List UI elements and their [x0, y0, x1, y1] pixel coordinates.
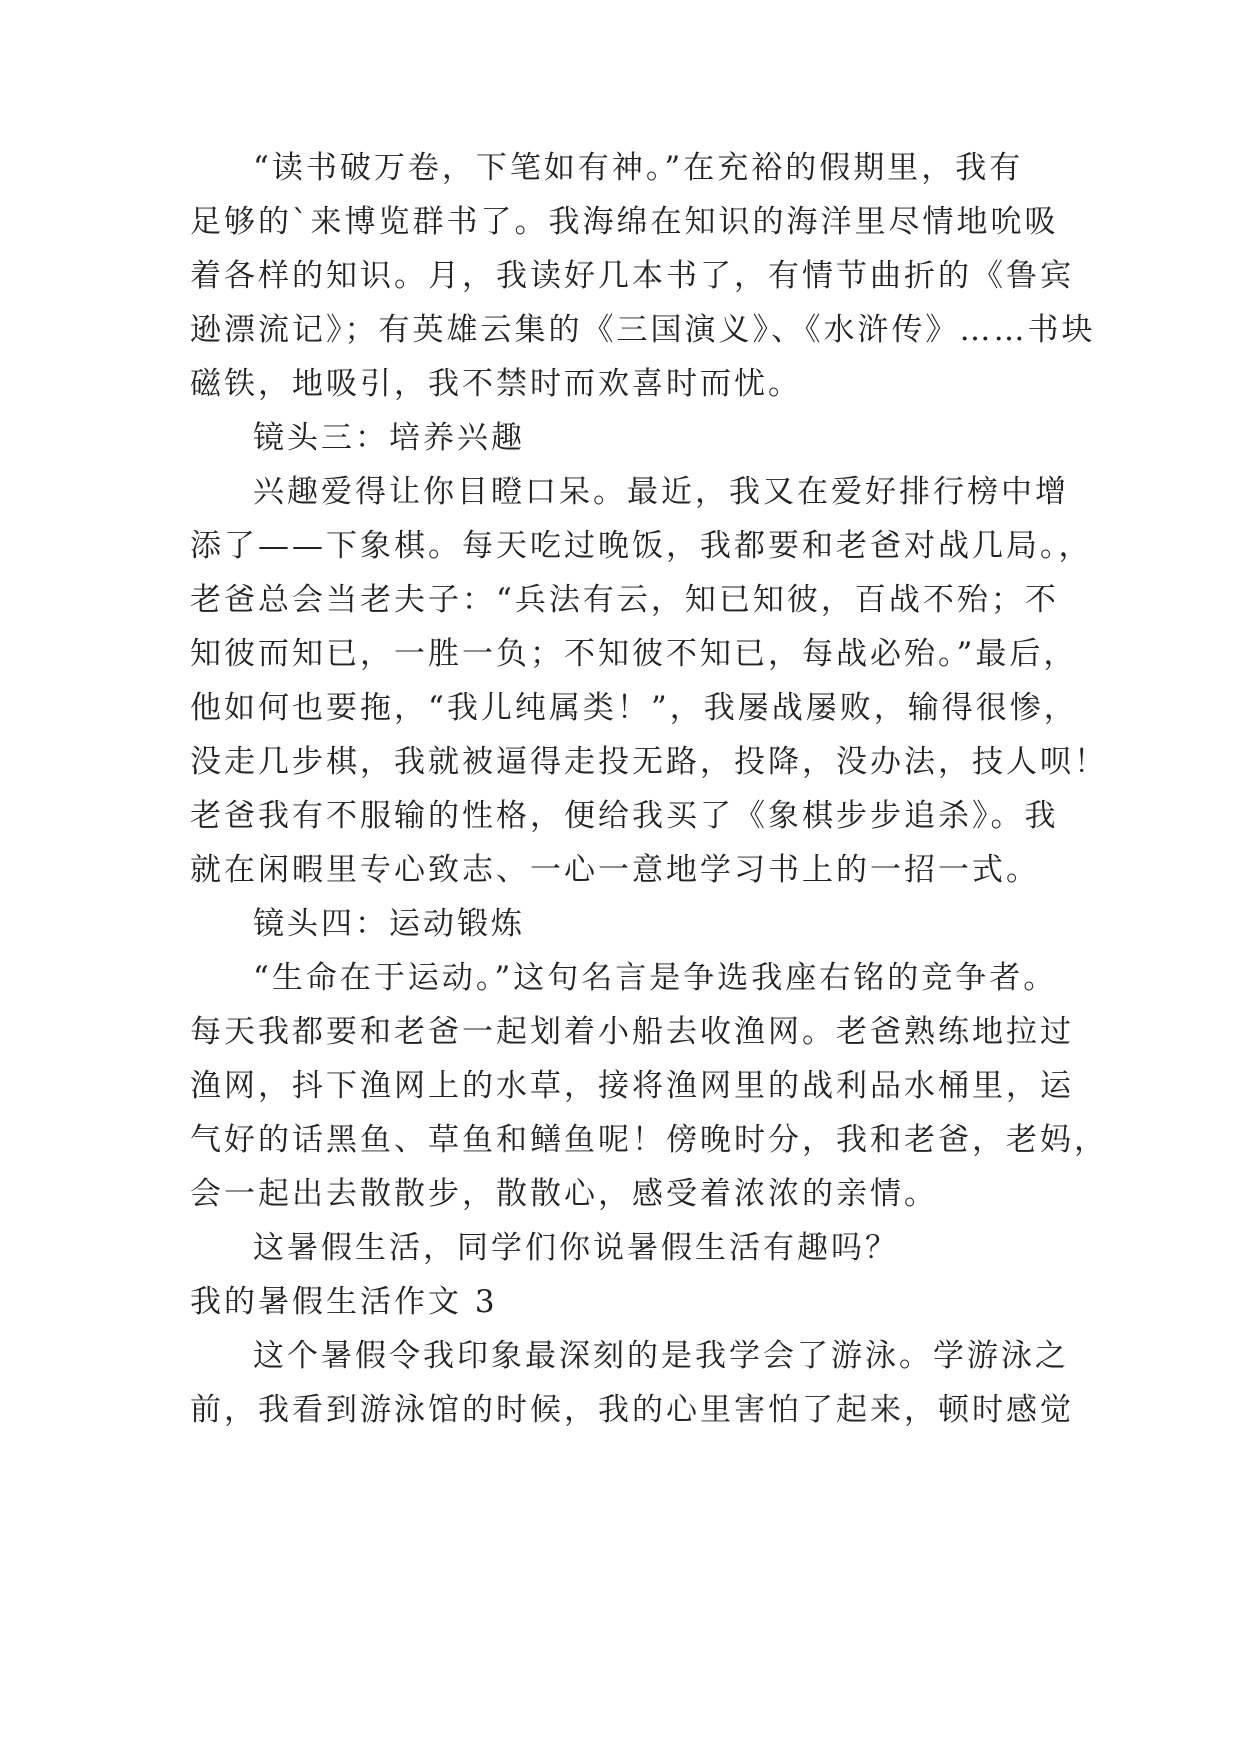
- paragraph-line: 足够的`来博览群书了。我海绵在知识的海洋里尽情地吮吸: [190, 204, 1059, 240]
- paragraph-line: 兴趣爱得让你目瞪口呆。最近，我又在爱好排行榜中增: [253, 474, 1069, 510]
- paragraph-line: 这个暑假令我印象最深刻的是我学会了游泳。学游泳之: [253, 1338, 1069, 1374]
- paragraph-line: 逊漂流记》；有英雄云集的《三国演义》、《水浒传》……书块: [190, 312, 1096, 348]
- paragraph-line: 着各样的知识。月，我读好几本书了，有情节曲折的《鲁宾: [190, 258, 1074, 294]
- paragraph-line: 每天我都要和老爸一起划着小船去收渔网。老爸熟练地拉过: [190, 1014, 1074, 1050]
- paragraph-line: “读书破万卷，下笔如有神。”在充裕的假期里，我有: [253, 150, 1024, 186]
- paragraph-line: “生命在于运动。”这句名言是争选我座右铭的竞争者。: [253, 960, 1058, 996]
- paragraph-line: 就在闲暇里专心致志、一心一意地学习书上的一招一式。: [190, 852, 1040, 888]
- paragraph-line: 这暑假生活，同学们你说暑假生活有趣吗？: [253, 1230, 899, 1266]
- article-title: 我的暑假生活作文 3: [190, 1284, 498, 1320]
- section-heading: 镜头三：培养兴趣: [253, 420, 525, 456]
- paragraph-line: 磁铁，地吸引，我不禁时而欢喜时而忧。: [190, 366, 802, 402]
- paragraph-line: 会一起出去散散步，散散心，感受着浓浓的亲情。: [190, 1176, 938, 1212]
- paragraph-line: 气好的话黑鱼、草鱼和鳝鱼呢！傍晚时分，我和老爸，老妈，: [190, 1122, 1108, 1158]
- paragraph-line: 前，我看到游泳馆的时候，我的心里害怕了起来，顿时感觉: [190, 1392, 1074, 1428]
- paragraph-line: 渔网，抖下渔网上的水草，接将渔网里的战利品水桶里，运: [190, 1068, 1074, 1104]
- paragraph-line: 添了——下象棋。每天吃过晚饭，我都要和老爸对战几局。，: [190, 528, 1093, 564]
- paragraph-line: 老爸我有不服输的性格，便给我买了《象棋步步追杀》。我: [190, 798, 1059, 834]
- section-heading: 镜头四：运动锻炼: [253, 906, 525, 942]
- paragraph-line: 他如何也要拖，“我儿纯属类！”，我屡战屡败，输得很惨，: [190, 690, 1078, 726]
- paragraph-line: 没走几步棋，我就被逼得走投无路，投降，没办法，技人呗！: [190, 744, 1108, 780]
- paragraph-line: 知彼而知已，一胜一负；不知彼不知已，每战必殆。”最后，: [190, 636, 1078, 672]
- paragraph-line: 老爸总会当老夫子：“兵法有云，知已知彼，百战不殆；不: [190, 582, 1059, 618]
